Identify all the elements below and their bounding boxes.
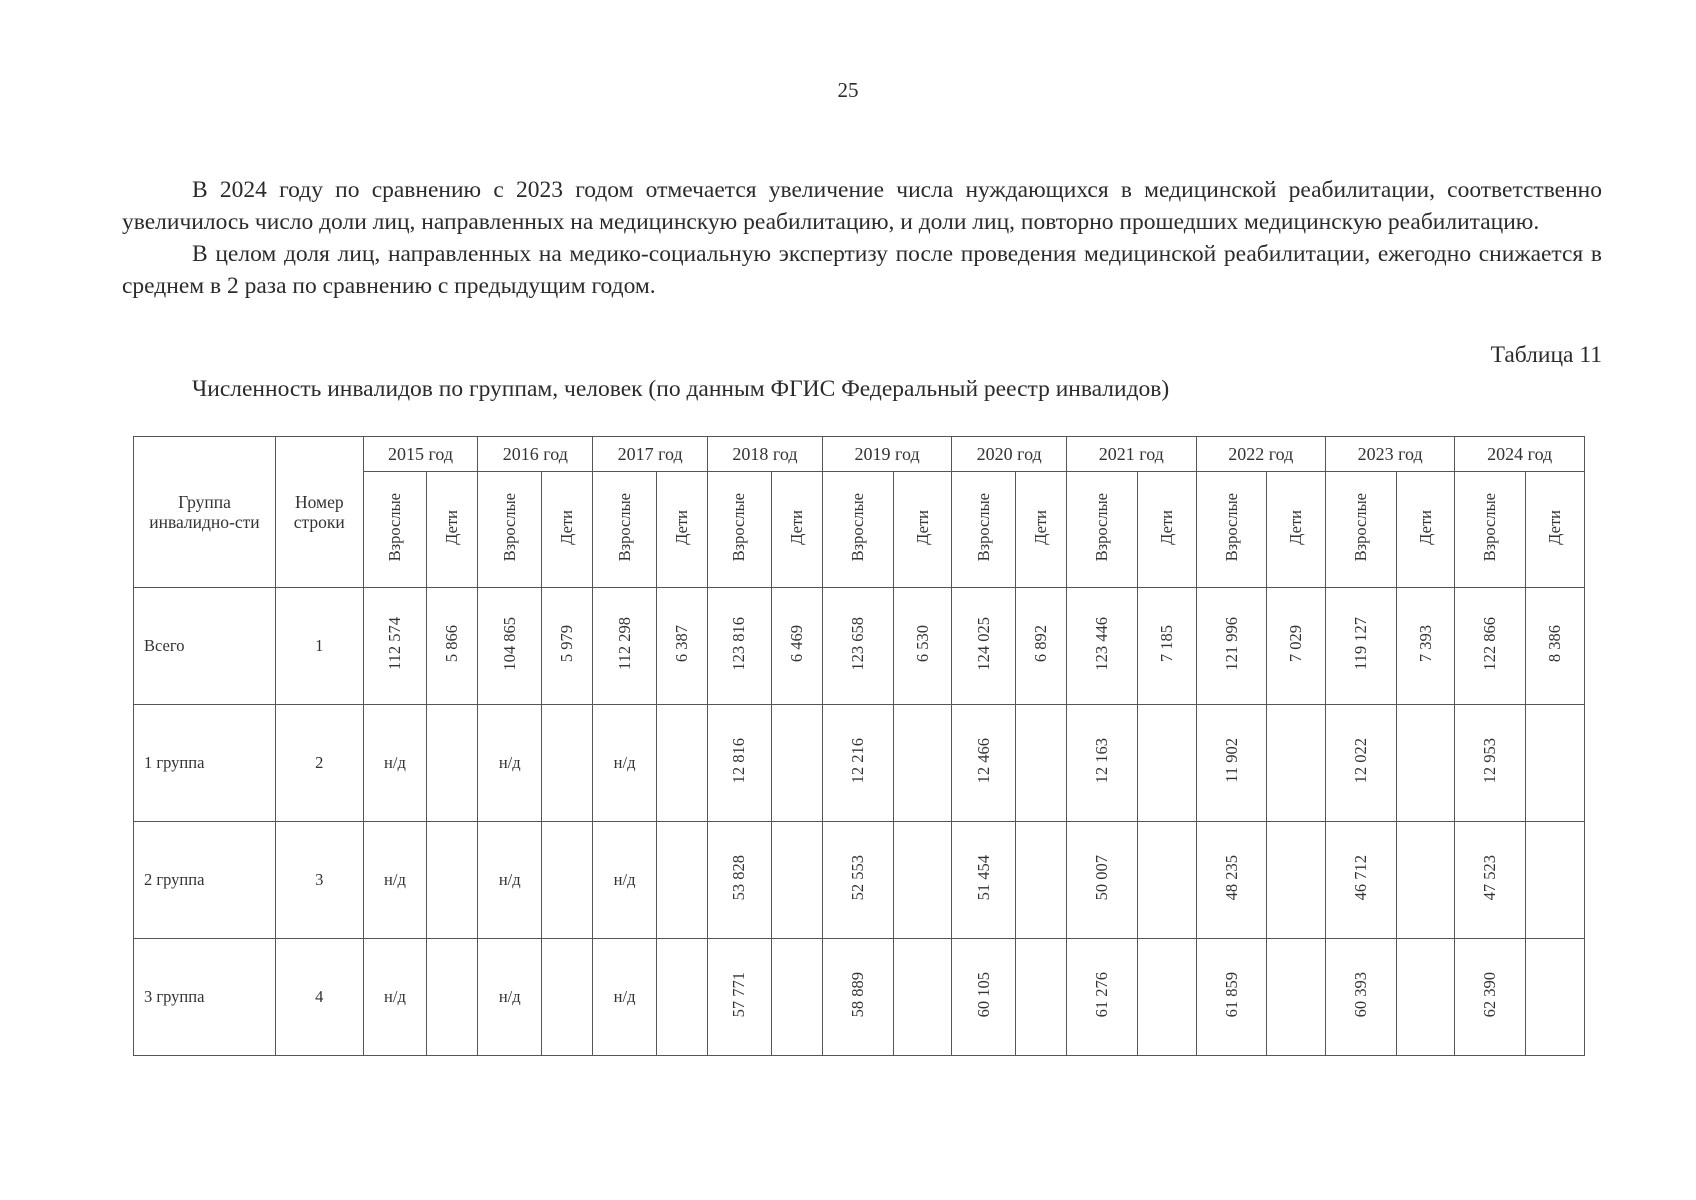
cell-adults <box>708 939 772 1056</box>
row-number: 2 <box>275 705 363 822</box>
cell-value: 6 530 <box>912 624 932 663</box>
cell-value: 60 105 <box>973 971 993 1018</box>
cell-adults <box>1325 705 1396 822</box>
cell-adults: н/д <box>363 939 427 1056</box>
cell-value: 52 553 <box>847 854 867 901</box>
cell-adults <box>708 822 772 939</box>
cell-value: 46 712 <box>1350 854 1370 901</box>
cell-adults <box>1325 939 1396 1056</box>
cell-adults <box>952 822 1016 939</box>
header-adults <box>363 472 427 588</box>
cell-children <box>893 939 951 1056</box>
header-children <box>1526 472 1585 588</box>
header-sub-label: Дети <box>1545 509 1565 545</box>
header-year: 2021 год <box>1067 437 1196 472</box>
cell-children <box>656 705 707 822</box>
cell-children <box>1267 822 1325 939</box>
cell-value: 104 865 <box>499 616 519 671</box>
cell-children <box>1396 588 1454 705</box>
row-number: 3 <box>275 822 363 939</box>
cell-adults: н/д <box>593 705 657 822</box>
cell-adults <box>1196 588 1267 705</box>
cell-adults <box>1455 705 1526 822</box>
cell-value: 8 386 <box>1545 624 1565 663</box>
cell-adults <box>708 705 772 822</box>
header-children <box>1396 472 1454 588</box>
header-year: 2022 год <box>1196 437 1325 472</box>
table-row <box>134 705 1585 822</box>
row-label: Всего <box>134 588 276 705</box>
cell-value: 60 393 <box>1350 971 1370 1018</box>
cell-children <box>1396 822 1454 939</box>
cell-value: 12 816 <box>729 737 749 784</box>
cell-value: 5 866 <box>442 624 462 663</box>
cell-children <box>1396 939 1454 1056</box>
cell-value: 121 996 <box>1221 616 1241 671</box>
header-adults <box>952 472 1016 588</box>
cell-adults: н/д <box>478 705 542 822</box>
cell-children <box>427 705 478 822</box>
page-number: 25 <box>837 78 859 102</box>
table-body <box>134 588 1585 1056</box>
cell-value: 50 007 <box>1092 854 1112 901</box>
cell-value: 123 658 <box>847 616 867 671</box>
row-number: 4 <box>275 939 363 1056</box>
cell-value: 12 953 <box>1480 737 1500 784</box>
header-adults <box>1196 472 1267 588</box>
cell-adults <box>363 588 427 705</box>
cell-adults <box>1455 939 1526 1056</box>
cell-adults: н/д <box>363 705 427 822</box>
cell-children <box>893 822 951 939</box>
cell-children <box>656 939 707 1056</box>
cell-children <box>542 822 593 939</box>
row-label: 2 группа <box>134 822 276 939</box>
header-sub-label: Взрослые <box>729 492 749 562</box>
cell-value: 61 859 <box>1221 971 1241 1018</box>
cell-adults <box>478 588 542 705</box>
cell-adults <box>822 705 893 822</box>
cell-adults <box>1067 705 1138 822</box>
cell-value: 124 025 <box>973 616 993 671</box>
header-sub-label: Дети <box>1415 509 1435 545</box>
cell-children <box>542 588 593 705</box>
header-adults <box>822 472 893 588</box>
header-adults <box>708 472 772 588</box>
cell-children <box>427 939 478 1056</box>
header-sub-label: Взрослые <box>973 492 993 562</box>
header-sub-label: Дети <box>442 509 462 545</box>
cell-value: 6 387 <box>671 624 691 663</box>
cell-children <box>1015 939 1066 1056</box>
cell-children <box>656 822 707 939</box>
header-children <box>542 472 593 588</box>
header-adults <box>1325 472 1396 588</box>
header-children <box>1015 472 1066 588</box>
header-adults <box>593 472 657 588</box>
cell-children <box>1526 822 1585 939</box>
cell-value: 58 889 <box>847 971 867 1018</box>
cell-adults: н/д <box>478 822 542 939</box>
cell-value: 53 828 <box>729 854 749 901</box>
cell-adults <box>952 939 1016 1056</box>
header-children <box>1138 472 1196 588</box>
header-sub-label: Дети <box>1286 509 1306 545</box>
cell-adults <box>1455 588 1526 705</box>
header-sub-label: Взрослые <box>384 492 404 562</box>
header-children <box>893 472 951 588</box>
header-children <box>427 472 478 588</box>
cell-value: 112 574 <box>384 616 404 670</box>
cell-children <box>656 588 707 705</box>
cell-children <box>1138 588 1196 705</box>
cell-children <box>771 705 822 822</box>
cell-value: 7 393 <box>1415 624 1435 663</box>
header-adults <box>478 472 542 588</box>
cell-value: 7 029 <box>1286 624 1306 663</box>
cell-value: 57 771 <box>729 971 749 1018</box>
header-year: 2015 год <box>363 437 478 472</box>
cell-adults: н/д <box>593 822 657 939</box>
cell-children <box>1267 588 1325 705</box>
cell-adults <box>822 588 893 705</box>
cell-adults <box>1325 588 1396 705</box>
cell-children <box>1526 588 1585 705</box>
header-sub-label: Дети <box>786 509 806 545</box>
table-row <box>134 822 1585 939</box>
header-children <box>656 472 707 588</box>
cell-value: 122 866 <box>1480 616 1500 671</box>
header-sub-label: Дети <box>1156 509 1176 545</box>
row-number: 1 <box>275 588 363 705</box>
cell-adults <box>1196 822 1267 939</box>
header-sub-label: Взрослые <box>847 492 867 562</box>
header-year: 2020 год <box>952 437 1067 472</box>
cell-value: 61 276 <box>1092 971 1112 1018</box>
disability-groups-table <box>133 436 1585 1056</box>
cell-value: 12 466 <box>973 737 993 784</box>
cell-value: 48 235 <box>1221 854 1241 901</box>
header-sub-label: Дети <box>912 509 932 545</box>
header-sub-label: Взрослые <box>614 492 634 562</box>
cell-children <box>1138 939 1196 1056</box>
cell-children <box>542 705 593 822</box>
cell-adults <box>1067 588 1138 705</box>
header-year: 2018 год <box>708 437 823 472</box>
header-group: Группа инвалидно-сти <box>134 437 276 588</box>
table-row <box>134 588 1585 705</box>
cell-children <box>1138 705 1196 822</box>
cell-adults <box>952 705 1016 822</box>
cell-children <box>1267 939 1325 1056</box>
cell-children <box>1267 705 1325 822</box>
cell-value: 123 446 <box>1092 616 1112 671</box>
header-sub-label: Дети <box>671 509 691 545</box>
cell-children <box>1138 822 1196 939</box>
header-year: 2019 год <box>822 437 951 472</box>
cell-value: 47 523 <box>1480 854 1500 901</box>
cell-value: 7 185 <box>1156 624 1176 663</box>
cell-children <box>1015 588 1066 705</box>
body-text <box>122 174 1602 302</box>
paragraph-1: В 2024 году по сравнению с 2023 годом отмечается увеличение числа нуждающихся в медицинской реабилитации, соответственно увеличилось число доли лиц, направленных на медицинскую реабилитацию, и доли лиц, повторно прошедших медицинскую реабилитацию. <box>122 177 1602 235</box>
cell-adults: н/д <box>363 822 427 939</box>
header-year: 2023 год <box>1325 437 1454 472</box>
cell-adults: н/д <box>593 939 657 1056</box>
cell-value: 112 298 <box>614 616 634 670</box>
cell-adults <box>952 588 1016 705</box>
header-sub-label: Дети <box>557 509 577 545</box>
cell-adults <box>1196 939 1267 1056</box>
cell-value: 119 127 <box>1350 616 1370 670</box>
cell-value: 5 979 <box>557 624 577 663</box>
row-label: 3 группа <box>134 939 276 1056</box>
cell-children <box>893 705 951 822</box>
cell-children <box>1396 705 1454 822</box>
header-sub-label: Взрослые <box>1350 492 1370 562</box>
cell-children <box>1015 705 1066 822</box>
cell-value: 51 454 <box>973 854 993 901</box>
cell-children <box>771 588 822 705</box>
cell-value: 123 816 <box>729 616 749 671</box>
cell-children <box>771 822 822 939</box>
header-sub-label: Взрослые <box>499 492 519 562</box>
cell-adults <box>822 939 893 1056</box>
cell-value: 11 902 <box>1221 738 1241 783</box>
cell-adults <box>1067 822 1138 939</box>
cell-adults <box>1196 705 1267 822</box>
paragraph-2: В целом доля лиц, направленных на медико-социальную экспертизу после проведения медицинской реабилитации, ежегодно снижается в среднем в 2 раза по сравнению с предыдущим годом. <box>122 241 1602 299</box>
table-title: Численность инвалидов по группам, человек (по данным ФГИС Федеральный реестр инвалидов) <box>192 376 1170 402</box>
header-row-number: Номер строки <box>275 437 363 588</box>
cell-children <box>427 588 478 705</box>
cell-value: 6 892 <box>1031 624 1051 663</box>
header-sub-label: Взрослые <box>1092 492 1112 562</box>
header-row-years <box>134 437 1585 472</box>
header-children <box>1267 472 1325 588</box>
cell-value: 12 216 <box>847 737 867 784</box>
cell-children <box>427 822 478 939</box>
header-sub-label: Дети <box>1031 509 1051 545</box>
header-year: 2016 год <box>478 437 593 472</box>
cell-adults <box>1325 822 1396 939</box>
cell-adults <box>1455 822 1526 939</box>
table-row <box>134 939 1585 1056</box>
cell-adults <box>822 822 893 939</box>
header-adults <box>1455 472 1526 588</box>
header-sub-label: Взрослые <box>1480 492 1500 562</box>
header-children <box>771 472 822 588</box>
table-label: Таблица 11 <box>1490 342 1602 368</box>
row-label: 1 группа <box>134 705 276 822</box>
header-adults <box>1067 472 1138 588</box>
cell-children <box>771 939 822 1056</box>
cell-children <box>1526 939 1585 1056</box>
header-year: 2024 год <box>1455 437 1585 472</box>
cell-adults: н/д <box>478 939 542 1056</box>
cell-value: 62 390 <box>1480 971 1500 1018</box>
cell-adults <box>1067 939 1138 1056</box>
cell-children <box>542 939 593 1056</box>
cell-adults <box>593 588 657 705</box>
cell-children <box>893 588 951 705</box>
cell-value: 12 163 <box>1092 737 1112 784</box>
cell-value: 12 022 <box>1350 737 1370 784</box>
header-year: 2017 год <box>593 437 708 472</box>
cell-adults <box>708 588 772 705</box>
cell-children <box>1526 705 1585 822</box>
header-sub-label: Взрослые <box>1221 492 1241 562</box>
table-header <box>134 437 1585 588</box>
cell-children <box>1015 822 1066 939</box>
cell-value: 6 469 <box>786 624 806 663</box>
